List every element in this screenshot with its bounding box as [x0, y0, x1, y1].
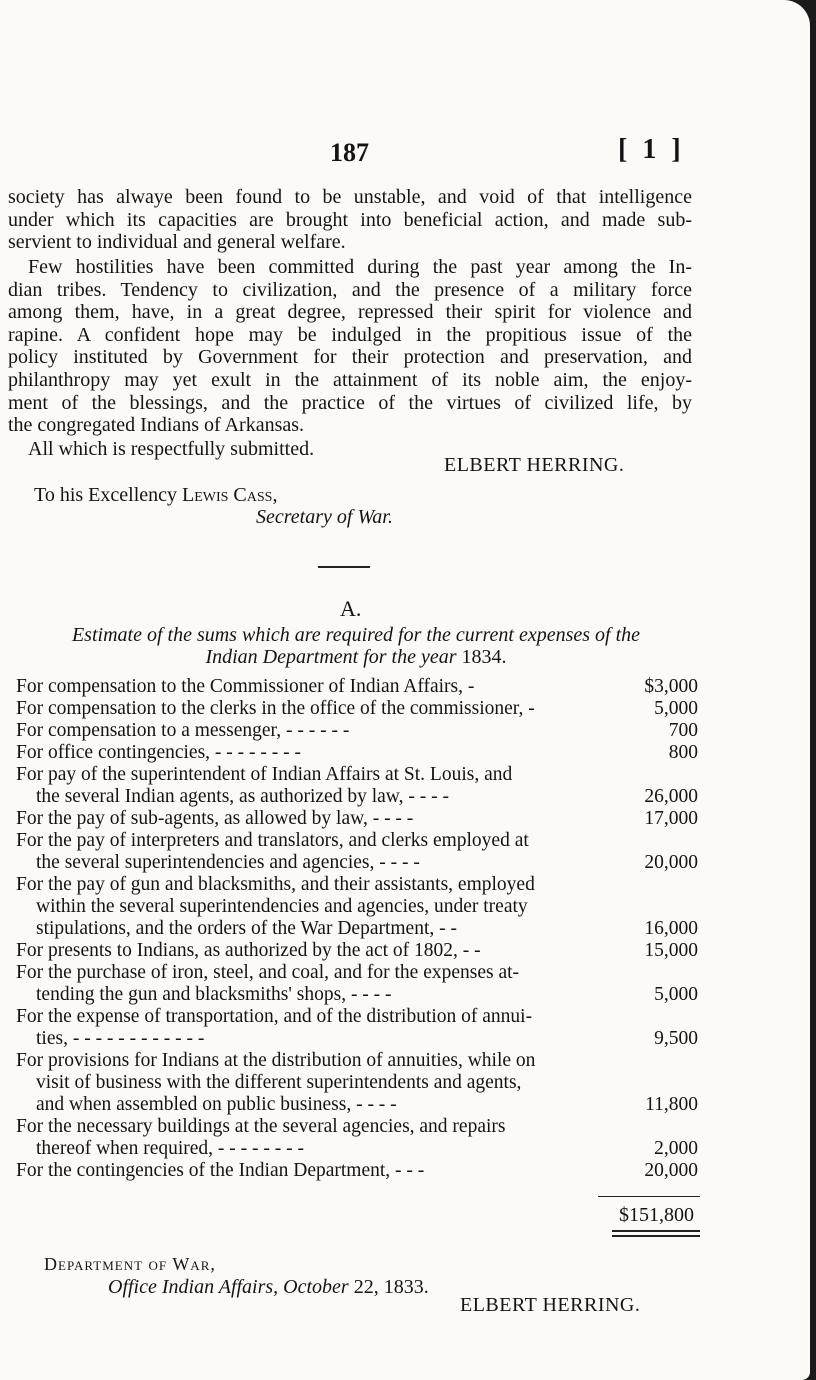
- item-amount: 17,000: [644, 808, 698, 829]
- item-description: the several Indian agents, as authorized by law, - - - -: [36, 786, 449, 807]
- office-name: Office Indian Affairs, October: [108, 1276, 354, 1298]
- addressee-prefix: To his Excellency: [34, 484, 182, 506]
- table-row: [16, 676, 700, 698]
- item-description: visit of business with the different superintendents and agents,: [36, 1072, 522, 1093]
- item-amount: 5,000: [654, 698, 698, 719]
- item-amount: 15,000: [644, 940, 698, 961]
- item-amount: 700: [668, 720, 698, 741]
- table-row: [16, 1072, 700, 1094]
- item-description: For the pay of interpreters and translators, and clerks employed at: [16, 830, 529, 851]
- estimate-title: Estimate of the sums which are required for the current expenses of the: [71, 624, 641, 646]
- item-amount: 9,500: [654, 1028, 698, 1049]
- table-row: [16, 742, 700, 764]
- office-line: [108, 1276, 429, 1299]
- text-line: servient to individual and general welfare.: [8, 231, 346, 254]
- item-amount: 2,000: [654, 1138, 698, 1159]
- text-line: society has alwaye been found to be unstable, and void of that intelligence: [8, 186, 692, 208]
- table-row: [16, 984, 700, 1006]
- table-row: [16, 896, 700, 918]
- text-line: policy instituted by Government for their protection and preservation, and: [8, 346, 692, 369]
- table-row: [16, 1050, 700, 1072]
- text-line: ment of the blessings, and the practice of the virtues of civilized life, by: [8, 391, 692, 414]
- item-amount: 20,000: [644, 1160, 698, 1181]
- text-line: All which is respectfully submitted.: [28, 438, 315, 460]
- total-double-rule-top: [612, 1230, 700, 1232]
- item-description: For compensation to the Commissioner of Indian Affairs, -: [16, 676, 475, 697]
- total-amount: $151,800: [619, 1204, 694, 1226]
- table-row: [16, 1028, 700, 1050]
- section-divider: [318, 566, 370, 568]
- paragraph-continuation: [8, 186, 692, 254]
- item-description: For the pay of gun and blacksmiths, and their assistants, employed: [16, 874, 535, 895]
- addressee-name: Lewis Cass,: [182, 484, 278, 506]
- table-row: [16, 1138, 700, 1160]
- table-row: [16, 918, 700, 940]
- item-amount: 11,800: [645, 1094, 698, 1115]
- signature: ELBERT HERRING.: [444, 454, 625, 476]
- text-line: dian tribes. Tendency to civilization, and the presence of a military force: [8, 278, 692, 301]
- text-line: the congregated Indians of Arkansas.: [8, 414, 305, 437]
- addressee-title: Secretary of War.: [256, 506, 393, 528]
- table-row: [16, 808, 700, 830]
- item-description: For the expense of transportation, and of the distribution of annui-: [16, 1006, 533, 1027]
- item-amount: 26,000: [644, 786, 698, 807]
- estimate-year: 1834.: [461, 646, 507, 668]
- item-description: the several superintendencies and agencies, - - - -: [36, 852, 420, 873]
- item-description: and when assembled on public business, - - - -: [36, 1094, 397, 1115]
- table-row: [16, 720, 700, 742]
- closing-signature: ELBERT HERRING.: [460, 1294, 641, 1316]
- bracket-number: [ 1 ]: [618, 134, 685, 165]
- item-description: For compensation to the clerks in the office of the commissioner, -: [16, 698, 535, 719]
- estimate-subtitle-text: Indian Department for the year: [205, 646, 462, 668]
- total-rule: [598, 1196, 700, 1197]
- item-description: ties, - - - - - - - - - - - -: [36, 1028, 205, 1049]
- item-amount: 16,000: [644, 918, 698, 939]
- text-line: among them, have, in a great degree, repressed their spirit for violence and: [8, 301, 692, 324]
- item-description: For provisions for Indians at the distribution of annuities, while on: [16, 1050, 536, 1071]
- text-line: rapine. A confident hope may be indulged in the propitious issue of the: [8, 323, 692, 346]
- item-description: For the necessary buildings at the several agencies, and repairs: [16, 1116, 506, 1137]
- text-line: under which its capacities are brought into beneficial action, and made sub-: [8, 208, 692, 231]
- item-description: For office contingencies, - - - - - - - -: [16, 742, 301, 763]
- item-description: For the pay of sub-agents, as allowed by law, - - - -: [16, 808, 414, 829]
- office-date: 22, 1833.: [353, 1276, 429, 1298]
- item-description: For the purchase of iron, steel, and coal, and for the expenses at-: [16, 962, 520, 983]
- item-amount: 5,000: [654, 984, 698, 1005]
- item-description: For presents to Indians, as authorized by the act of 1802, - -: [16, 940, 481, 961]
- table-row: [16, 1160, 700, 1182]
- table-row: [16, 830, 700, 852]
- table-row: [16, 764, 700, 786]
- estimate-table: [16, 676, 700, 1182]
- table-row: [16, 1006, 700, 1028]
- total-double-rule-bottom: [612, 1235, 700, 1237]
- table-row: [16, 874, 700, 896]
- text-line: philanthropy may yet exult in the attainment of its noble aim, the enjoy-: [8, 368, 692, 391]
- table-row: [16, 940, 700, 962]
- item-description: thereof when required, - - - - - - - -: [36, 1138, 304, 1159]
- addressee-line: [34, 484, 277, 507]
- item-amount: 20,000: [644, 852, 698, 873]
- table-row: [16, 962, 700, 984]
- item-description: within the several superintendencies and agencies, under treaty: [36, 896, 528, 917]
- estimate-subtitle: [14, 646, 698, 669]
- page-number: 187: [330, 138, 369, 167]
- text-line: Few hostilities have been committed during the past year among the In-: [28, 256, 692, 278]
- table-row: [16, 852, 700, 874]
- item-amount: $3,000: [644, 676, 698, 697]
- item-description: For compensation to a messenger, - - - - - -: [16, 720, 350, 741]
- section-letter: A.: [340, 596, 362, 621]
- table-row: [16, 1094, 700, 1116]
- item-description: For pay of the superintendent of Indian Affairs at St. Louis, and: [16, 764, 513, 785]
- item-amount: 800: [668, 742, 698, 763]
- table-row: [16, 786, 700, 808]
- item-description: tending the gun and blacksmiths' shops, - - - -: [36, 984, 392, 1005]
- table-row: [16, 698, 700, 720]
- item-description: For the contingencies of the Indian Department, - - -: [16, 1160, 425, 1181]
- table-row: [16, 1116, 700, 1138]
- department-line: Department of War,: [44, 1254, 216, 1274]
- item-description: stipulations, and the orders of the War Department, - -: [36, 918, 457, 939]
- paragraph-hostilities: [8, 256, 692, 437]
